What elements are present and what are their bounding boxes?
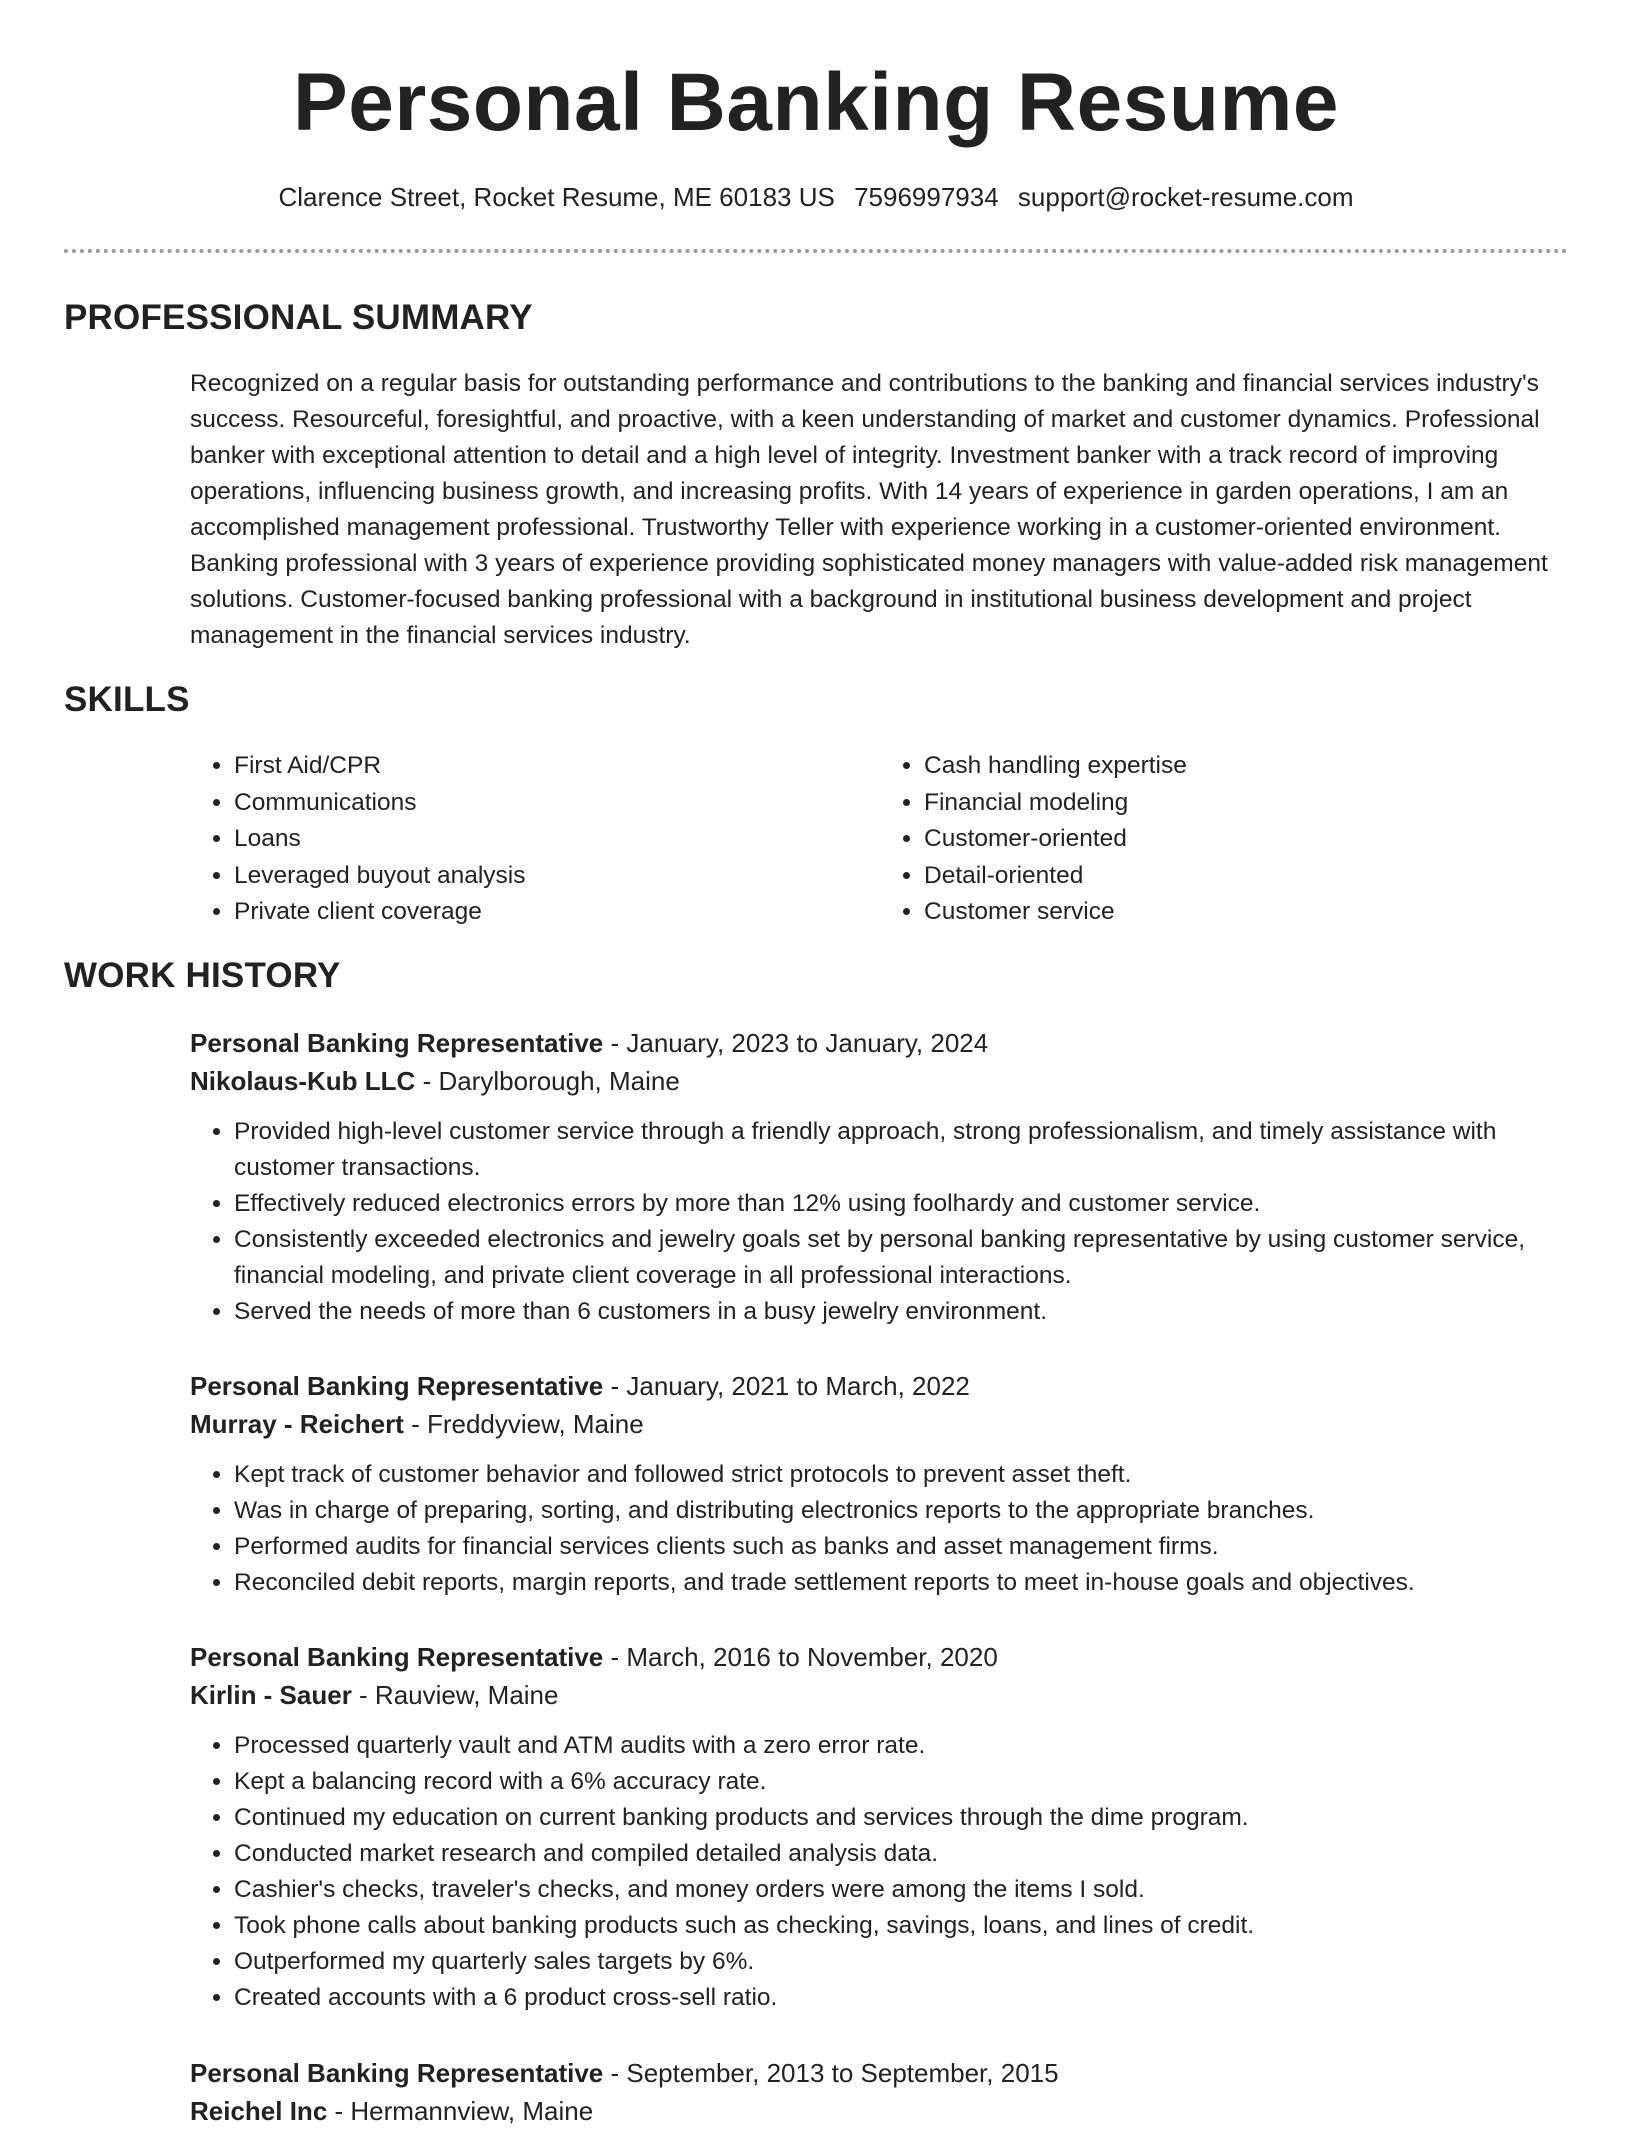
job-company: Nikolaus-Kub LLC: [190, 1066, 416, 1096]
job-location: - Darylborough, Maine: [415, 1066, 680, 1096]
skill-item: • Private client coverage: [234, 894, 880, 931]
contact-line: [0, 182, 1632, 213]
job-entry: [190, 1367, 1570, 1601]
skill-item: • First Aid/CPR: [234, 748, 880, 785]
skill-item: • Financial modeling: [924, 785, 1570, 822]
job-dates: - September, 2013 to September, 2015: [603, 2058, 1059, 2088]
job-bullet: • Served the needs of more than 6 customers in a busy jewelry environment.: [234, 1294, 1570, 1330]
job-bullet: • Continued my education on current banking products and services through the dime program.: [234, 1800, 1570, 1836]
skills-column-right: [880, 748, 1570, 931]
section-title-work-history: WORK HISTORY: [64, 956, 341, 995]
job-bullets: [190, 1114, 1570, 1330]
job-bullets: [190, 1728, 1570, 2016]
job-role: Personal Banking Representative: [190, 1028, 604, 1058]
job-bullet: • Performed audits for financial services clients such as banks and asset management firms.: [234, 1529, 1570, 1565]
job-bullet: • Took phone calls about banking products such as checking, savings, loans, and lines of credit.: [234, 1908, 1570, 1944]
job-dates: - January, 2023 to January, 2024: [603, 1028, 989, 1058]
job-dates: - January, 2021 to March, 2022: [603, 1371, 970, 1401]
resume-title: Personal Banking Resume: [293, 57, 1339, 148]
skill-item: • Loans: [234, 821, 880, 858]
section-title-skills: SKILLS: [64, 680, 190, 719]
job-bullet: • Consistently exceeded electronics and jewelry goals set by personal banking representative by using customer service, financial modeling, and private client coverage in all professional interactions.: [234, 1222, 1570, 1294]
job-company: Murray - Reichert: [190, 1409, 404, 1439]
section-title-summary: PROFESSIONAL SUMMARY: [64, 298, 533, 337]
job-location: - Freddyview, Maine: [403, 1409, 644, 1439]
job-company: Kirlin - Sauer: [190, 1680, 352, 1710]
skill-item: • Leveraged buyout analysis: [234, 858, 880, 895]
skill-item: • Customer service: [924, 894, 1570, 931]
job-bullet: • Outperformed my quarterly sales targets by 6%.: [234, 1944, 1570, 1980]
job-header: [190, 1638, 1570, 1676]
contact-email: support@rocket-resume.com: [1017, 182, 1354, 212]
job-location: - Hermannview, Maine: [327, 2096, 594, 2126]
contact-address: Clarence Street, Rocket Resume, ME 60183 US: [278, 182, 835, 212]
job-entry: [190, 1024, 1570, 1330]
job-role: Personal Banking Representative: [190, 2058, 604, 2088]
header-divider: [64, 249, 1568, 253]
job-company: Reichel Inc: [190, 2096, 328, 2126]
skill-item: • Communications: [234, 785, 880, 822]
job-employer: [190, 2092, 1570, 2130]
job-location: - Rauview, Maine: [351, 1680, 559, 1710]
skill-item: • Cash handling expertise: [924, 748, 1570, 785]
job-bullet: • Conducted market research and compiled detailed analysis data.: [234, 1836, 1570, 1872]
job-header: [190, 2054, 1570, 2092]
job-bullet: • Cashier's checks, traveler's checks, and money orders were among the items I sold.: [234, 1872, 1570, 1908]
job-employer: [190, 1676, 1570, 1714]
job-bullet: • Was in charge of preparing, sorting, and distributing electronics reports to the appropriate branches.: [234, 1493, 1570, 1529]
job-bullet: • Reconciled debit reports, margin reports, and trade settlement reports to meet in-house goals and objectives.: [234, 1565, 1570, 1601]
skills-list: [190, 748, 1570, 931]
skill-item: • Detail-oriented: [924, 858, 1570, 895]
job-bullets: [190, 1457, 1570, 1601]
job-bullet: • Provided high-level customer service through a friendly approach, strong professionalism, and timely assistance with customer transactions.: [234, 1114, 1570, 1186]
job-dates: - March, 2016 to November, 2020: [603, 1642, 998, 1672]
job-entry: [190, 1638, 1570, 2016]
job-bullet: • Effectively reduced electronics errors by more than 12% using foolhardy and customer service.: [234, 1186, 1570, 1222]
skills-column-left: [190, 748, 880, 931]
job-role: Personal Banking Representative: [190, 1371, 604, 1401]
job-role: Personal Banking Representative: [190, 1642, 604, 1672]
job-bullet: • Kept track of customer behavior and followed strict protocols to prevent asset theft.: [234, 1457, 1570, 1493]
job-header: [190, 1367, 1570, 1405]
job-employer: [190, 1062, 1570, 1100]
job-entry: [190, 2054, 1570, 2130]
job-bullet: • Kept a balancing record with a 6% accuracy rate.: [234, 1764, 1570, 1800]
job-bullet: • Processed quarterly vault and ATM audits with a zero error rate.: [234, 1728, 1570, 1764]
contact-phone: 7596997934: [854, 182, 999, 212]
job-bullet: • Created accounts with a 6 product cross-sell ratio.: [234, 1980, 1570, 2016]
job-header: [190, 1024, 1570, 1062]
summary-text: Recognized on a regular basis for outstanding performance and contributions to the banking and financial services industry's success. Resourceful, foresightful, and proactive, with a keen understanding of market and customer dynamics. Professional banker with exceptional attention to detail and a high level of integrity. Investment banker with a track record of improving operations, influencing business growth, and increasing profits. With 14 years of experience in garden operations, I am an accomplished management professional. Trustworthy Teller with experience working in a customer-oriented environment. Banking professional with 3 years of experience providing sophisticated money managers with value-added risk management solutions. Customer-focused banking professional with a background in institutional business development and project management in the financial services industry.: [190, 370, 1548, 649]
job-employer: [190, 1405, 1570, 1443]
skill-item: • Customer-oriented: [924, 821, 1570, 858]
